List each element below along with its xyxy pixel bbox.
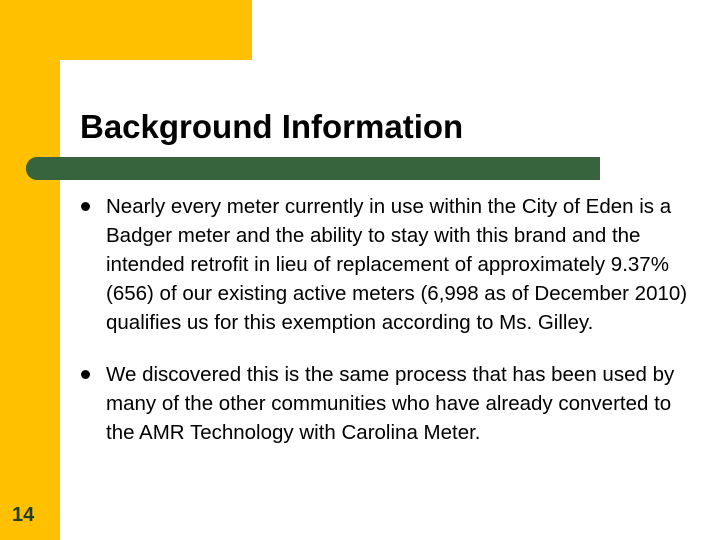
- bullet-list: [76, 192, 696, 447]
- page-number: 14: [12, 504, 35, 526]
- bullet-dot-icon: [81, 202, 90, 211]
- decorative-gold-left-band: [0, 0, 60, 540]
- bullet-item: [76, 192, 696, 337]
- bullet-text: We discovered this is the same process that has been used by many of the other communities who have already converted to the AMR Technology with Carolina Meter.: [106, 363, 675, 444]
- title-underline-bar: [26, 157, 600, 180]
- bullet-item: [76, 360, 696, 447]
- bullet-text: Nearly every meter currently in use within the City of Eden is a Badger meter and the ability to stay with this brand and the intended retrofit in lieu of replacement of approximately 9.37% (656) of our existing active meters (6,998 as of December 2010) qualifies us for this exemption according to Ms. Gilley.: [106, 195, 688, 334]
- bullet-dot-icon: [81, 370, 90, 379]
- slide-title: Background Information: [80, 108, 464, 145]
